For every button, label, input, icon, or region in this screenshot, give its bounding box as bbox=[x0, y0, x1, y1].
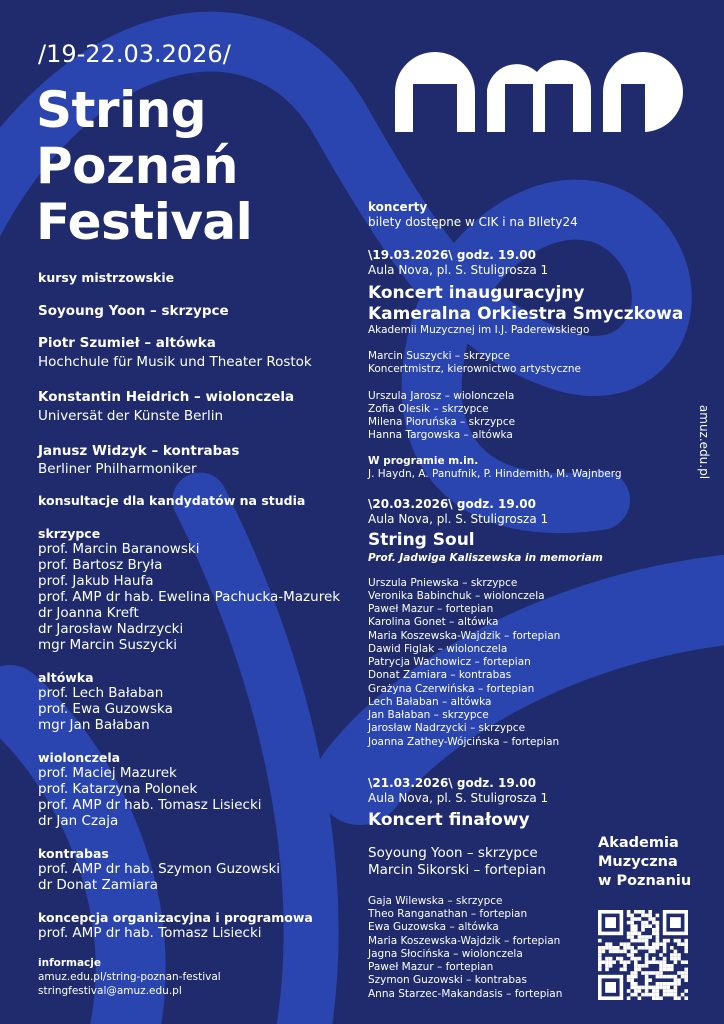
festival-dates: /19-22.03.2026/ bbox=[38, 40, 231, 68]
right-text-line: koncerty bbox=[368, 200, 428, 214]
right-text-line: Soyoung Yoon – skrzypce bbox=[368, 845, 538, 861]
amp-logo bbox=[395, 52, 687, 132]
left-text-line: prof. Ewa Guzowska bbox=[38, 701, 173, 717]
right-text-line: Koncert inauguracyjny bbox=[368, 283, 585, 303]
title-line-1: String bbox=[36, 81, 207, 139]
right-text-line: Hanna Targowska – altówka bbox=[368, 429, 513, 441]
right-text-line: Kameralna Orkiestra Smyczkowa bbox=[368, 304, 684, 324]
left-text-line: skrzypce bbox=[38, 526, 101, 541]
right-text-line: Karolina Gonet – altówka bbox=[368, 616, 499, 628]
title-line-3: Festival bbox=[36, 193, 253, 251]
right-text-line: Urszula Jarosz – wiolonczela bbox=[368, 390, 515, 402]
left-text-line: kursy mistrzowskie bbox=[38, 270, 175, 285]
left-text-line: dr Jarosław Nadrzycki bbox=[38, 621, 184, 637]
right-text-line: Gaja Wilewska – skrzypce bbox=[368, 895, 503, 907]
right-text-line: Paweł Mazur – fortepian bbox=[368, 603, 494, 615]
left-text-line: Berliner Philharmoniker bbox=[38, 461, 197, 477]
left-text-line: Universät der Künste Berlin bbox=[38, 408, 224, 424]
right-text-line: Maria Koszewska-Wajdzik – fortepian bbox=[368, 630, 561, 642]
right-text-line: Ewa Guzowska – altówka bbox=[368, 921, 499, 933]
institution-line-3: w Poznaniu bbox=[598, 873, 692, 889]
left-text-line: Piotr Szumieł – altówka bbox=[38, 335, 216, 351]
right-text-line: \20.03.2026\ godz. 19.00 bbox=[368, 497, 536, 511]
website-vertical[interactable]: amuz.edu.pl bbox=[697, 404, 711, 480]
right-text-line: Maria Koszewska-Wajdzik – fortepian bbox=[368, 935, 561, 947]
right-text-line: Aula Nova, pl. S. Stuligrosza 1 bbox=[368, 263, 549, 277]
left-text-line: Soyoung Yoon – skrzypce bbox=[38, 303, 229, 319]
right-text-line: Veronika Babinchuk – wiolonczela bbox=[368, 590, 545, 602]
left-text-line: wiolonczela bbox=[38, 750, 121, 765]
title-line-2: Poznań bbox=[36, 137, 239, 195]
right-text-line: \21.03.2026\ godz. 19.00 bbox=[368, 776, 536, 790]
left-text-line: mgr Marcin Suszycki bbox=[38, 637, 177, 653]
left-text-line: altówka bbox=[38, 670, 94, 685]
left-text-line: prof. AMP dr hab. Tomasz Lisiecki bbox=[38, 925, 262, 941]
right-text-line: W programie m.in. bbox=[368, 455, 479, 467]
left-text-line: prof. Bartosz Bryła bbox=[38, 557, 163, 573]
left-text-line: dr Donat Zamiara bbox=[38, 877, 158, 893]
right-text-line: Urszula Pniewska – skrzypce bbox=[368, 577, 518, 589]
left-text-line: Konstantin Heidrich – wiolonczela bbox=[38, 389, 295, 405]
right-text-line: Anna Starzec-Makandasis – fortepian bbox=[368, 988, 563, 1000]
right-text-line: Milena Pioruńska – skrzypce bbox=[368, 416, 516, 428]
left-text-line: dr Joanna Kreft bbox=[38, 605, 139, 621]
institution-line-1: Akademia bbox=[598, 835, 679, 851]
right-text-line: Marcin Sikorski – fortepian bbox=[368, 862, 546, 878]
left-text-line: prof. Marcin Baranowski bbox=[38, 541, 200, 557]
right-text-line: Koncert finałowy bbox=[368, 810, 530, 830]
right-text-line: Dawid Figlak – wiolonczela bbox=[368, 643, 508, 655]
left-text-line: prof. Katarzyna Polonek bbox=[38, 781, 198, 797]
institution-line-2: Muzyczna bbox=[598, 854, 678, 870]
left-text-line: prof. AMP dr hab. Tomasz Lisiecki bbox=[38, 797, 262, 813]
right-text-line: String Soul bbox=[368, 530, 475, 550]
left-text-line[interactable]: amuz.edu.pl/string-poznan-festival bbox=[38, 971, 221, 983]
left-text-line: konsultacje dla kandydatów na studia bbox=[38, 493, 306, 508]
left-text-line: prof. Jakub Haufa bbox=[38, 573, 154, 589]
left-text-line: kontrabas bbox=[38, 846, 109, 861]
left-text-line: prof. Lech Bałaban bbox=[38, 685, 164, 701]
left-text-line: mgr Jan Bałaban bbox=[38, 717, 150, 733]
right-text-line: Aula Nova, pl. S. Stuligrosza 1 bbox=[368, 512, 549, 526]
right-text-line: Marcin Suszycki – skrzypce bbox=[368, 350, 510, 362]
right-text-line: Theo Ranganathan – fortepian bbox=[368, 908, 528, 920]
right-text-line: Prof. Jadwiga Kaliszewska in memoriam bbox=[368, 552, 603, 564]
right-text-line: Akademii Muzycznej im I.J. Paderewskiego bbox=[368, 324, 590, 336]
right-text-line: Jarosław Nadrzycki – skrzypce bbox=[368, 722, 526, 734]
right-text-line: Koncertmistrz, kierownictwo artystyczne bbox=[368, 363, 581, 375]
left-text-line: prof. Maciej Mazurek bbox=[38, 765, 177, 781]
left-text-line: prof. AMP dr hab. Szymon Guzowski bbox=[38, 861, 281, 877]
right-text-line: Jagna Słocińska – wiolonczela bbox=[368, 948, 523, 960]
right-text-line: bilety dostępne w CIK i na BIlety24 bbox=[368, 215, 578, 229]
right-text-line: J. Haydn, A. Panufnik, P. Hindemith, M. Wajnberg bbox=[368, 468, 622, 480]
left-text-line: informacje bbox=[38, 957, 102, 969]
institution-name bbox=[598, 834, 691, 891]
right-text-line: Zofia Olesik – skrzypce bbox=[368, 403, 489, 415]
right-text-line: Jan Bałaban – skrzypce bbox=[368, 709, 489, 721]
right-text-line: Lech Bałaban – altówka bbox=[368, 696, 492, 708]
right-text-line: Szymon Guzowski – kontrabas bbox=[368, 974, 527, 986]
left-text-line: koncepcja organizacyjna i programowa bbox=[38, 910, 313, 925]
right-text-line: Aula Nova, pl. S. Stuligrosza 1 bbox=[368, 791, 549, 805]
left-text-line: dr Jan Czaja bbox=[38, 813, 119, 829]
right-text-line: Donat Zamiara – kontrabas bbox=[368, 669, 512, 681]
right-text-line: \19.03.2026\ godz. 19.00 bbox=[368, 248, 536, 262]
right-text-line: Grażyna Czerwińska – fortepian bbox=[368, 683, 535, 695]
left-text-line: prof. AMP dr hab. Ewelina Pachucka-Mazurek bbox=[38, 589, 341, 605]
right-text-line: Patrycja Wachowicz – fortepian bbox=[368, 656, 531, 668]
right-text-line: Paweł Mazur – fortepian bbox=[368, 961, 494, 973]
left-text-line[interactable]: stringfestival@amuz.edu.pl bbox=[38, 985, 182, 997]
left-text-line: Hochchule für Musik und Theater Rostok bbox=[38, 354, 312, 370]
qr-code[interactable] bbox=[598, 910, 688, 1000]
right-text-line: Joanna Zathey-Wójcińska – fortepian bbox=[368, 736, 560, 748]
left-text-line: Janusz Widzyk – kontrabas bbox=[38, 443, 240, 459]
